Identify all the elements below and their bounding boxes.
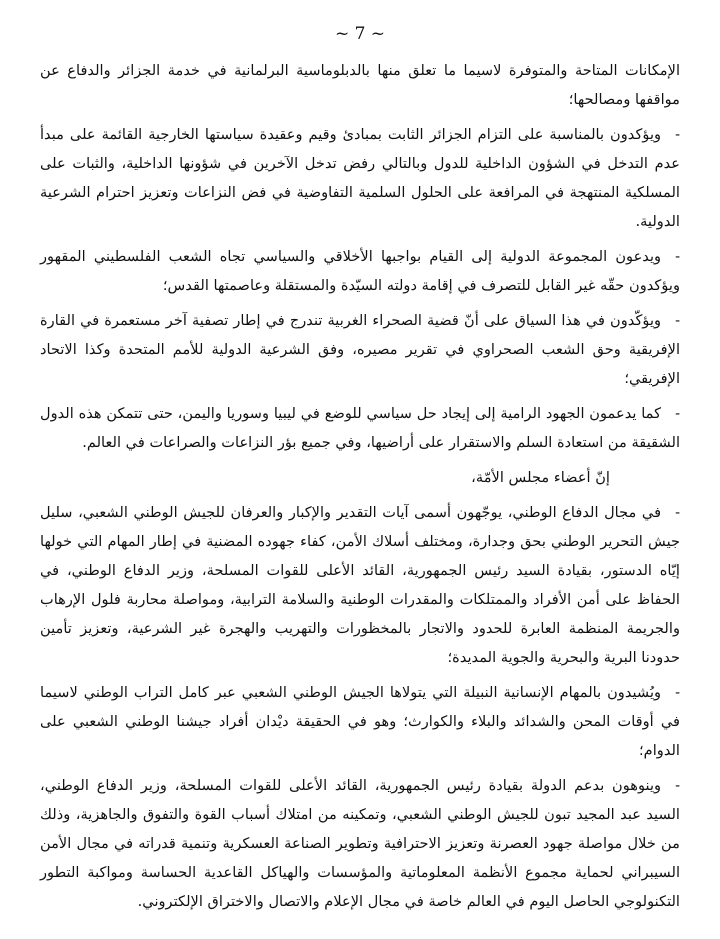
page-number: ~ 7 ~ bbox=[334, 24, 386, 44]
paragraph: الإمكانات المتاحة والمتوفرة لاسيما ما تعلق منها بالدبلوماسية البرلمانية في خدمة الجزائر والدفاع عن مواقفها ومصالحها؛ bbox=[40, 62, 680, 108]
paragraph-text: ويدعون المجموعة الدولية إلى القيام بواجبها الأخلاقي والسياسي تجاه الشعب الفلسطيني المقهور ويؤكدون حقّه غير القابل للتصرف في إقامة دولته السيّدة والمستقلة وعاصمتها القدس؛ bbox=[40, 248, 680, 294]
bullet-dash: - bbox=[675, 126, 680, 143]
paragraph-text: وينوهون بدعم الدولة بقيادة رئيس الجمهورية، القائد الأعلى للقوات المسلحة، وزير الدفاع الوطني، السيد عبد المجيد تبون للجيش الوطني الشعبي، وتمكينه من امتلاك أسباب القوة والتفوق والجاهزية، وذلك من خلال مواصلة جهود العصرنة وتعزيز الاحترافية وتطوير الصناعة العسكرية وتنمية قدراته في مجال الأمن السيبراني لحماية مجموع الأنظمة المعلوماتية والمؤسسات والهياكل القاعدية الحساسة ومواكبة التطور التكنولوجي الحاصل اليوم في العالم خاصة في مجال الإعلام والاتصال والاختراق الإلكتروني. bbox=[40, 777, 680, 910]
bullet-dash: - bbox=[675, 504, 680, 521]
bullet-dash: - bbox=[675, 684, 680, 701]
paragraph-text: كما يدعمون الجهود الرامية إلى إيجاد حل سياسي للوضع في ليبيا وسوريا واليمن، حتى تتمكن هذه الدول الشقيقة من استعادة السلم والاستقرار على أراضيها، وفي جميع بؤر النزاعات والصراعات في العالم. bbox=[40, 405, 680, 451]
bullet-dash: - bbox=[675, 405, 680, 422]
document-body bbox=[40, 56, 680, 916]
bullet-paragraph bbox=[40, 242, 680, 300]
paragraph-text: ويُشيدون بالمهام الإنسانية النبيلة التي يتولاها الجيش الوطني الشعبي عبر كامل التراب الوطني لاسيما في أوقات المحن والشدائد والبلاء والكوارث؛ وهو في الحقيقة ديْدان أفراد جيشنا الوطني الشعبي على الدوام؛ bbox=[40, 684, 680, 759]
bullet-paragraph bbox=[40, 678, 680, 765]
bullet-paragraph bbox=[40, 771, 680, 916]
bullet-dash: - bbox=[675, 248, 680, 265]
paragraph-text: في مجال الدفاع الوطني، يوجّهون أسمى آيات التقدير والإكبار والعرفان للجيش الوطني الشعبي، سليل جيش التحرير الوطني بحق وجدارة، ومختلف أسلاك الأمن، كفاء جهوده المضنية في إطار المهام التي خولها إيّاه الدستور، بقيادة السيد رئيس الجمهورية، القائد الأعلى للقوات المسلحة، وزير الدفاع الوطني، في الحفاظ على أمن الأفراد والممتلكات والمقدرات الوطنية والسلامة الترابية، ومواصلة محاربة فلول الإرهاب والجريمة المنظمة العابرة للحدود والاتجار بالمخظورات والتهريب والهجرة غير الشرعية، وتعزيز تأمين حدودنا البرية والبحرية والجوية المديدة؛ bbox=[40, 504, 680, 666]
paragraph-text: ويؤكّدون في هذا السياق على أنّ قضية الصحراء الغربية تندرج في إطار تصفية آخر مستعمرة في القارة الإفريقية وحق الشعب الصحراوي في تقرير مصيره، وفق الشرعية الدولية للأمم المتحدة وكذا الاتحاد الإفريقي؛ bbox=[40, 312, 680, 387]
bullet-paragraph bbox=[40, 120, 680, 236]
bullet-paragraph bbox=[40, 399, 680, 457]
bullet-paragraph bbox=[40, 306, 680, 393]
bullet-dash: - bbox=[675, 312, 680, 329]
bullet-paragraph bbox=[40, 498, 680, 672]
paragraph-text: ويؤكدون بالمناسبة على التزام الجزائر الثابت بمبادئ وقيم وعقيدة سياستها الخارجية القائمة على مبدأ عدم التدخل في الشؤون الداخلية للدول وبالتالي رفض تدخل الآخرين في شؤونها الداخلية، والثبات على المسلكية المنتهجة في المرافعة على الحلول السلمية التفاوضية في فض النزاعات وتعزيز احترام الشرعية الدولية. bbox=[40, 126, 680, 230]
addressee-line: إنّ أعضاء مجلس الأمّة، bbox=[471, 469, 610, 486]
bullet-dash: - bbox=[675, 777, 680, 794]
